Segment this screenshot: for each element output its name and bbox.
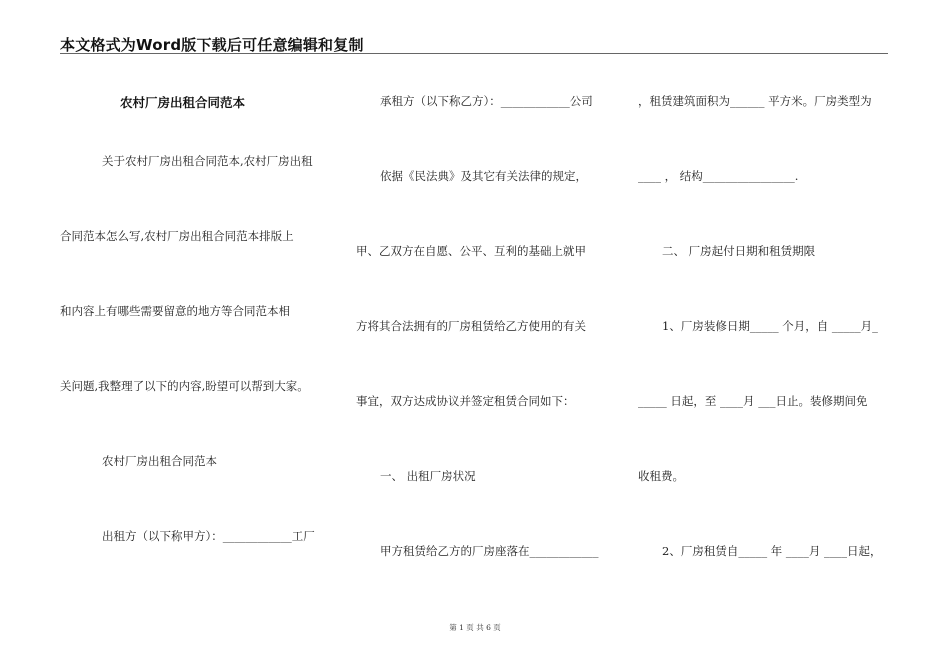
text-column-3 bbox=[638, 0, 908, 672]
page-number: 第 1 页 共 6 页 bbox=[449, 623, 501, 632]
text-column-2 bbox=[356, 0, 626, 672]
section-heading: 农村厂房出租合同范本 bbox=[102, 454, 217, 468]
text-column-1 bbox=[60, 0, 330, 672]
paragraph-line: ____ ， 结构________________. bbox=[638, 169, 799, 183]
paragraph-line: 出租方（以下称甲方）：____________工厂 bbox=[102, 529, 315, 543]
paragraph-line: 承租方（以下称乙方）：____________公司 bbox=[380, 94, 593, 108]
paragraph-line: 收租费。 bbox=[638, 469, 684, 483]
paragraph-line: 甲方租赁给乙方的厂房座落在____________ bbox=[380, 544, 599, 558]
section-heading: 二、 厂房起付日期和租赁期限 bbox=[662, 244, 816, 258]
paragraph-line: _____ 日起，至 ____月 ___日止。装修期间免 bbox=[638, 394, 868, 408]
paragraph-line: 依据《民法典》及其它有关法律的规定， bbox=[380, 169, 587, 183]
paragraph-line: 事宜，双方达成协议并签定租赁合同如下： bbox=[356, 394, 575, 408]
paragraph-line: 2、厂房租赁自_____ 年 ____月 ____日起， bbox=[662, 544, 882, 558]
paragraph-line: 合同范本怎么写,农村厂房出租合同范本排版上 bbox=[60, 229, 294, 243]
paragraph-line: 方将其合法拥有的厂房租赁给乙方使用的有关 bbox=[356, 319, 586, 333]
section-heading: 一、 出租厂房状况 bbox=[380, 469, 476, 483]
paragraph-line: 关于农村厂房出租合同范本,农村厂房出租 bbox=[102, 154, 313, 168]
document-title: 农村厂房出租合同范本 bbox=[120, 95, 246, 110]
paragraph-line: ，租赁建筑面积为______ 平方米。厂房类型为 bbox=[638, 94, 872, 108]
document-header: 本文格式为Word版下载后可任意编辑和复制 bbox=[60, 36, 364, 54]
paragraph-line: 1、厂房装修日期_____ 个月，自 _____月_ bbox=[662, 319, 878, 333]
paragraph-line: 关问题,我整理了以下的内容,盼望可以帮到大家。 bbox=[60, 379, 309, 393]
paragraph-line: 和内容上有哪些需要留意的地方等合同范本相 bbox=[60, 304, 290, 318]
paragraph-line: 甲、乙双方在自愿、公平、互利的基础上就甲 bbox=[356, 244, 586, 258]
